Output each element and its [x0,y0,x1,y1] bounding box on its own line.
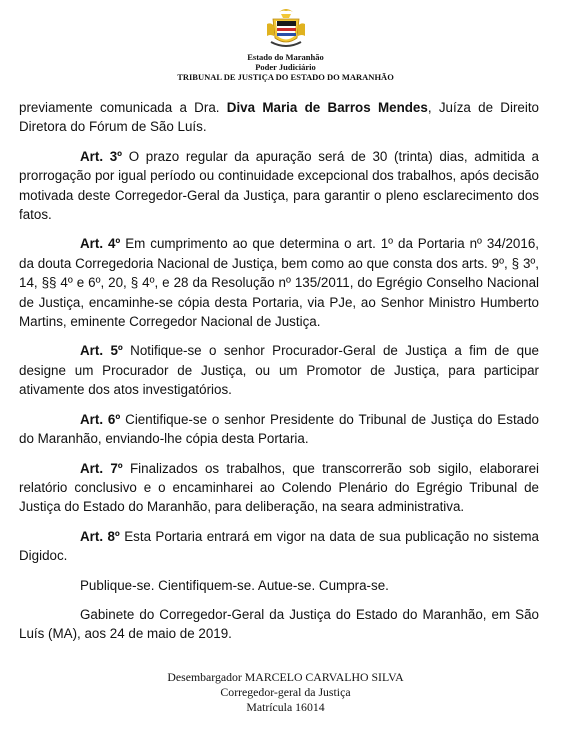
article-4 [19,234,539,331]
signatory-name: Desembargador MARCELO CARVALHO SILVA [167,670,404,684]
article-label: Art. 4º [80,236,121,252]
signature-block [0,670,571,715]
article-3 [19,147,539,225]
court-name: TRIBUNAL DE JUSTIÇA DO ESTADO DO MARANHÃO [177,72,394,82]
document-header [0,6,571,82]
judge-name: Diva Maria de Barros Mendes [226,100,428,115]
article-7 [19,459,539,517]
article-text: O prazo regular da apuração será de 30 (trinta) dias, admitida a prorrogação por igual período ou continuidade excepcional dos trabalhos, após decisão motivada deste Corregedor-Geral da Justiça, para garantir o pleno esclarecimento dos fatos. [19,148,539,223]
publication-order: Publique-se. Cientifiquem-se. Autue-se. Cumpra-se. [80,577,389,593]
article-5 [19,341,539,399]
article-8 [19,527,539,566]
state-name: Estado do Maranhão [247,52,324,62]
article-label: Art. 5º [80,343,123,359]
coat-of-arms-icon [263,6,309,52]
article-text: Cientifique-se o senhor Presidente do Tribunal de Justiça do Estado do Maranhão, enviando-lhe cópia desta Portaria. [19,411,540,447]
paragraph-text: previamente comunicada a Dra. [19,100,227,115]
article-label: Art. 6º [80,411,121,427]
article-label: Art. 7º [80,460,123,476]
branch-name: Poder Judiciário [255,62,316,72]
paragraph-text: , Juíza de Direito Diretora do Fórum de São Luís. [19,100,539,135]
article-text: Finalizados os trabalhos, que transcorrerão sob sigilo, elaborarei relatório conclusivo e o encaminharei ao Colendo Plenário do Egrégio Tribunal de Justiça do Estado do Maranhão, para deliberação, na seara administrativa. [19,460,539,515]
article-text: Esta Portaria entrará em vigor na data de sua publicação no sistema Digidoc. [19,528,539,564]
article-label: Art. 3º [80,148,123,164]
signatory-title: Corregedor-geral da Justiça [220,685,351,699]
place-and-date: Gabinete do Corregedor-Geral da Justiça do Estado do Maranhão, em São Luís (MA), aos 24 de maio de 2019. [19,606,539,642]
signatory-registration: Matrícula 16014 [246,700,325,714]
article-text: Notifique-se o senhor Procurador-Geral de Justiça a fim de que designe um Procurador de Justiça, ou um Promotor de Justiça, para participar ativamente dos atos investigatórios. [19,343,539,398]
article-text: Em cumprimento ao que determina o art. 1º da Portaria nº 34/2016, da douta Corregedoria Nacional de Justiça, bem como ao que consta dos arts. 9º, § 3º, 14, §§ 4º e 6º, 20, § 4º, e 28 da Resolução nº 135/2011, do Egrégio Conselho Nacional de Justiça, encaminhe-se cópia desta Portaria, via PJe, ao Senhor Ministro Humberto Martins, eminente Corregedor Nacional de Justiça. [19,236,539,330]
paragraph-continuation [19,98,539,137]
article-label: Art. 8º [80,528,120,544]
document-body [19,98,539,644]
article-6 [19,410,539,449]
